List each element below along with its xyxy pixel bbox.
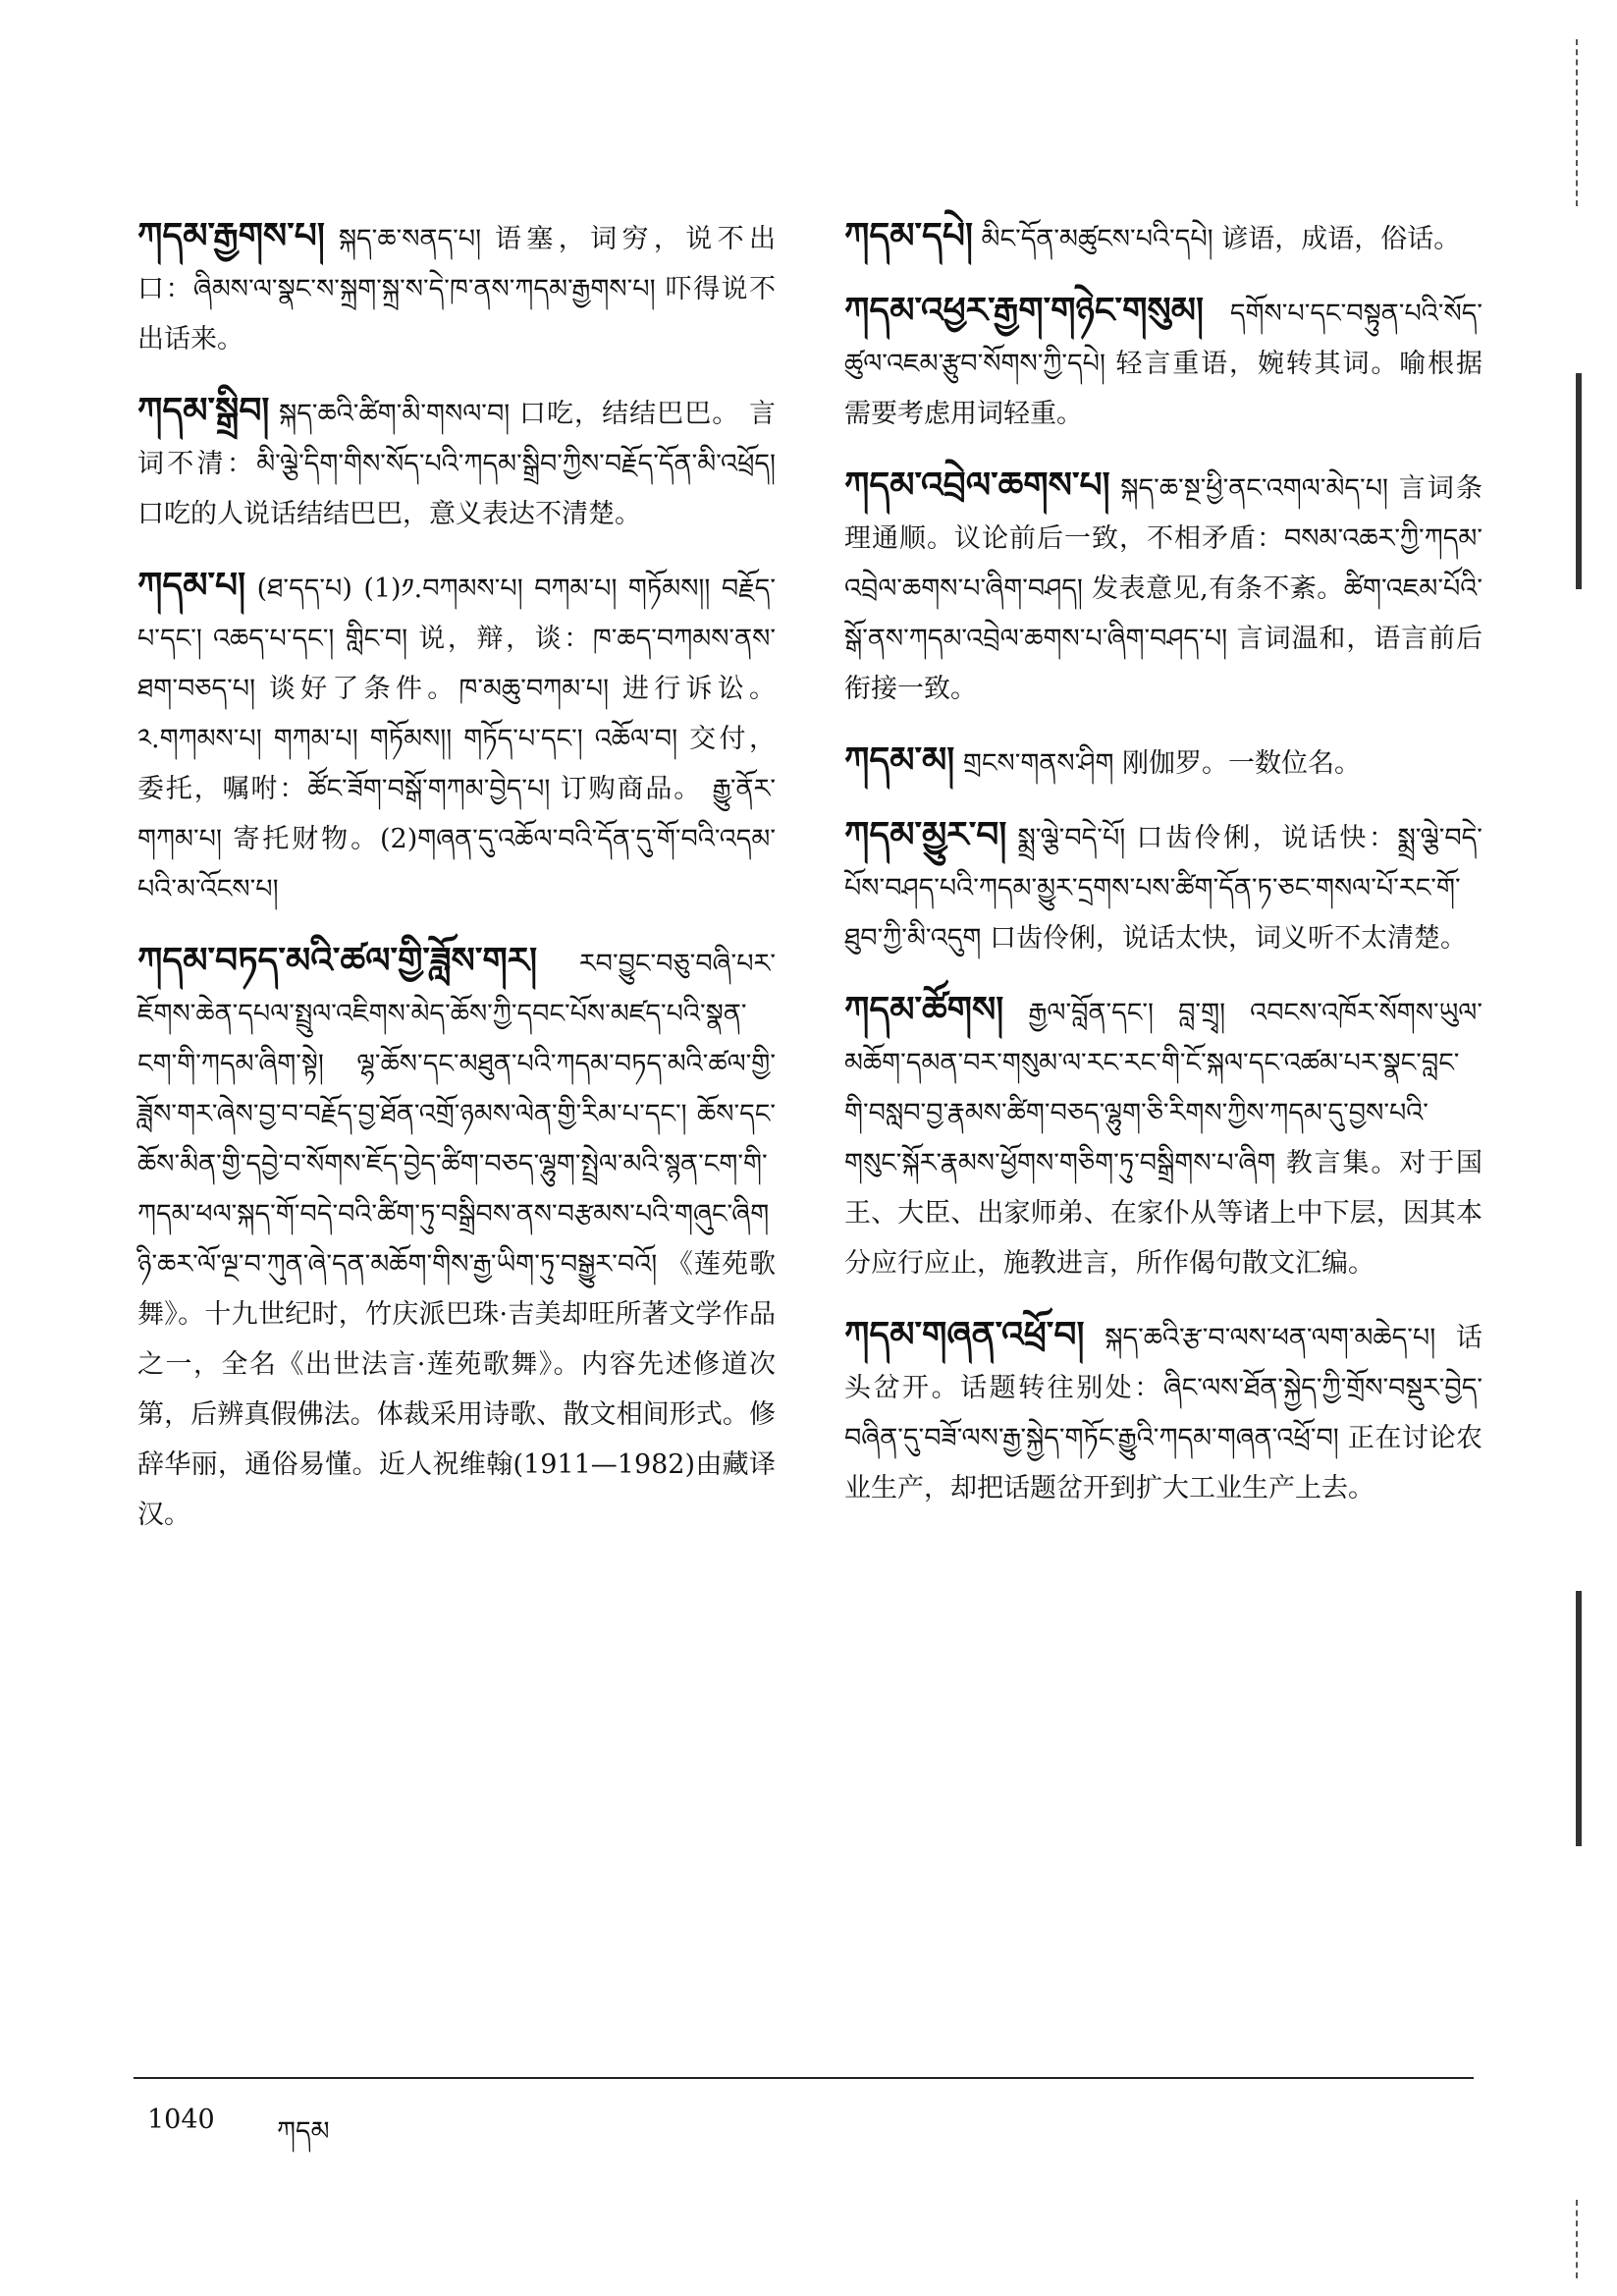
- entry: [137, 211, 776, 364]
- page-number: 1040: [147, 2105, 215, 2135]
- entry: [844, 1310, 1482, 1513]
- entry-headword: ཀདམ་དཔེ།: [844, 215, 973, 256]
- entry: [137, 561, 776, 914]
- entry: [844, 461, 1482, 714]
- entry-definition: མིང་དོན་མཚུངས་པའི་དཔེ། 谚语，成语，俗话。: [981, 224, 1461, 254]
- scan-margin-mark: [1576, 1591, 1607, 1846]
- entry: [844, 286, 1482, 439]
- entry-definition: སྐད་ཆ་སནད་པ། 语塞，词穷，说不出口：ཞིམས་ལ་སྣང་ས་སྐྲག་སྐྲ་ས་དེ་ཁ་ནས་ཀདམ་རྒྱགས་པ། 吓得说不出话来。: [137, 224, 777, 355]
- entry: [844, 736, 1482, 789]
- entry-headword: ཀདམ་སྒྲིབ།: [137, 390, 270, 431]
- footer-rule: [134, 2077, 1474, 2079]
- entry-headword: ཀདམ་མྱུར་བ།: [844, 814, 1007, 855]
- entry-headword: ཀདམ་མ།: [844, 739, 955, 781]
- entry-definition: རབ་བྱུང་བཅུ་བཞི་པར་ཇོགས་ཆེན་དཔལ་སྤྲུལ་འཇིགས་མེད་ཆོས་ཀྱི་དབང་པོས་མཛད་པའི་སྣན་ངག་གི་ཀདམ་ཞིག་སྟེ། ལྷ་ཆོས་དང་མཐུན་པའི་ཀདམ་བཏད་མའི་ཚལ་གྱི་ཟློས་གར་ཞེས་བྱ་བ་བརྗོད་བྱ་ཐོན་འགྲོ་ཉམས་ལེན་གྱི་རིམ་པ་དང་། ཆོས་དང་ཆོས་མིན་གྱི་དབྱེ་བ་སོགས་ཇོད་བྱེད་ཚིག་བཅད་ལྷུག་སྤྲེལ་མའི་སྙན་ངག་གི་ཀདམ་ཕལ་སྐད་གོ་བདེ་བའི་ཚིག་ཏུ་བསྒྲིབས་ནས་བརྩམས་པའི་གཞུང་ཞིག ཉི་ཆར་ལོ་ལྔ་བ་ཀུན་ཞེ་དན་མཆོག་གིས་རྒྱ་ཡིག་ཏུ་བསྒྱུར་བའོ། 《莲苑歌舞》。十九世纪时，竹庆派巴珠·吉美却旺所著文学作品之一，全名《出世法言·莲苑歌舞》。内容先述修道次第，后辨真假佛法。体裁采用诗歌、散文相间形式。修辞华丽，通俗易懂。近人祝维翰(1911—1982)由藏译汉。: [137, 949, 776, 1530]
- entry-headword: ཀདམ་ཚོགས།: [844, 989, 1004, 1030]
- entry-headword: ཀདམ་འབྲེལ་ཆགས་པ།: [844, 465, 1110, 506]
- entry-definition: སྐད་ཆ་སྔ་ཕྱི་ནང་འགལ་མེད་པ། 言词条理通顺。议论前后一致，不相矛盾：བསམ་འཆར་ཀྱི་ཀདམ་འབྲེལ་ཆགས་པ་ཞིག་བཤད། 发表意见,有条不紊。ཚིག་འཇམ་པོའི་སྒོ་ནས་ཀདམ་འབྲེལ་ཆགས་པ་ཞིག་བཤད་པ། 言词温和，语言前后衔接一致。: [844, 473, 1482, 704]
- entry-definition: སྐད་ཆའི་ཚིག་མི་གསལ་བ། 口吃，结结巴巴。 言词不清：མི་ལྕེ་དིག་གིས་སོད་པའི་ཀདམ་སྒྲིབ་ཀྱིས་བརྗོད་དོན་མི་འཕྲོད། 口吃的人说话结结巴巴，意义表达不清楚。: [137, 399, 776, 529]
- scan-margin-mark: [1576, 2200, 1603, 2278]
- scan-margin-mark: [1576, 39, 1603, 206]
- entry: [844, 211, 1482, 264]
- entry-definition: གྲངས་གནས་ཤིག 刚伽罗。一数位名。: [962, 748, 1362, 779]
- left-column: [137, 211, 776, 1561]
- entry: [844, 810, 1482, 963]
- entry-headword: ཀདམ་རྒྱགས་པ།: [137, 215, 325, 256]
- entry-definition: སྨྲ་ལྕེ་བདེ་པོ། 口齿伶俐，说话快：སྨྲ་ལྕེ་བདེ་པོས་བཤད་པའི་ཀདམ་མྱུར་དྲགས་པས་ཚིག་དོན་ཏ་ཅང་གསལ་པོ་རང་གོ་ཐུབ་ཀྱི་མི་འདུག 口齿伶俐，说话太快，词义听不太清楚。: [844, 823, 1482, 954]
- scan-margin-mark: [1576, 373, 1607, 589]
- right-column: [844, 211, 1482, 1535]
- entry-headword: ཀདམ་པ།: [137, 565, 246, 606]
- entry: [844, 985, 1482, 1288]
- entry: [137, 386, 776, 539]
- entry-definition: སྐད་ཆའི་རྩ་བ་ལས་ཕན་ལག་མཆེད་པ། 话头岔开。话题转往别处：ཞིང་ལས་ཐོན་སྐྱེད་ཀྱི་གྲོས་བསྡུར་བྱེད་བཞིན་དུ་བཟོ་ལས་རྒྱ་སྐྱེད་གཏོང་རྒྱུའི་ཀདམ་གཞན་འཕྲོ་བ། 正在讨论农业生产，却把话题岔开到扩大工业生产上去。: [844, 1323, 1482, 1503]
- entry: [137, 936, 776, 1540]
- entry-headword: ཀདམ་གཞན་འཕྲོ་བ།: [844, 1314, 1085, 1355]
- entry-headword: ཀདམ་བཏད་མའི་ཚལ་གྱི་ཟློས་གར།: [137, 940, 538, 981]
- entry-definition: རྒྱལ་བློན་དང་། བླ་གྲྭ། འབངས་འཁོར་སོགས་ཡུལ་མཆོག་དམན་བར་གསུམ་ལ་རང་རང་གི་ངོ་སྐལ་དང་འཚམ་པར་སྣང་བླང་གི་བསླབ་བྱ་རྣམས་ཚིག་བཅད་ལྷུག་ཅི་རིགས་ཀྱིས་ཀདམ་དུ་བྱས་པའི་གསུང་སྐོར་རྣམས་ཕྱོགས་གཅིག་ཏུ་བསྒྲིགས་པ་ཞིག 教言集。对于国王、大臣、出家师弟、在家仆从等诸上中下层，因其本分应行应止，施教进言，所作偈句散文汇编。: [844, 998, 1482, 1279]
- entry-definition: (ཐ་དད་པ) (1)༡.བཀམས་པ། བཀམ་པ། གཏོམས།། བརྗོད་པ་དང་། འཆད་པ་དང་། གླིང་བ། 说，辩，谈：ཁ་ཆད་བཀམས་ནས་ཐག་བཅད་པ། 谈好了条件。ཁ་མཆུ་བཀམ་པ། 进行诉讼。༢.གཀམས་པ། གཀམ་པ། གཏོམས།། གཏོད་པ་དང་། འཆོལ་བ། 交付，委托，嘱咐：ཚོང་ཟོག་བསྒོ་གཀམ་བྱེད་པ། 订购商品。 རྒྱུ་ནོར་གཀམ་པ། 寄托财物。(2)གཞན་དུ་འཆོལ་བའི་དོན་དུ་གོ་བའི་འདམ་པའི་མ་འོངས་པ།: [137, 574, 776, 904]
- entry-headword: ཀདམ་འཕྱར་རྒྱག་གཉེང་གསུམ།: [844, 290, 1204, 331]
- running-head: ཀདམ: [277, 2116, 330, 2147]
- entry-definition: དགོས་པ་དང་བསྟུན་པའི་སོད་ཚུལ་འཇམ་རྩུབ་སོགས་ཀྱི་དཔེ། 轻言重语，婉转其词。喻根据需要考虑用词轻重。: [844, 299, 1482, 429]
